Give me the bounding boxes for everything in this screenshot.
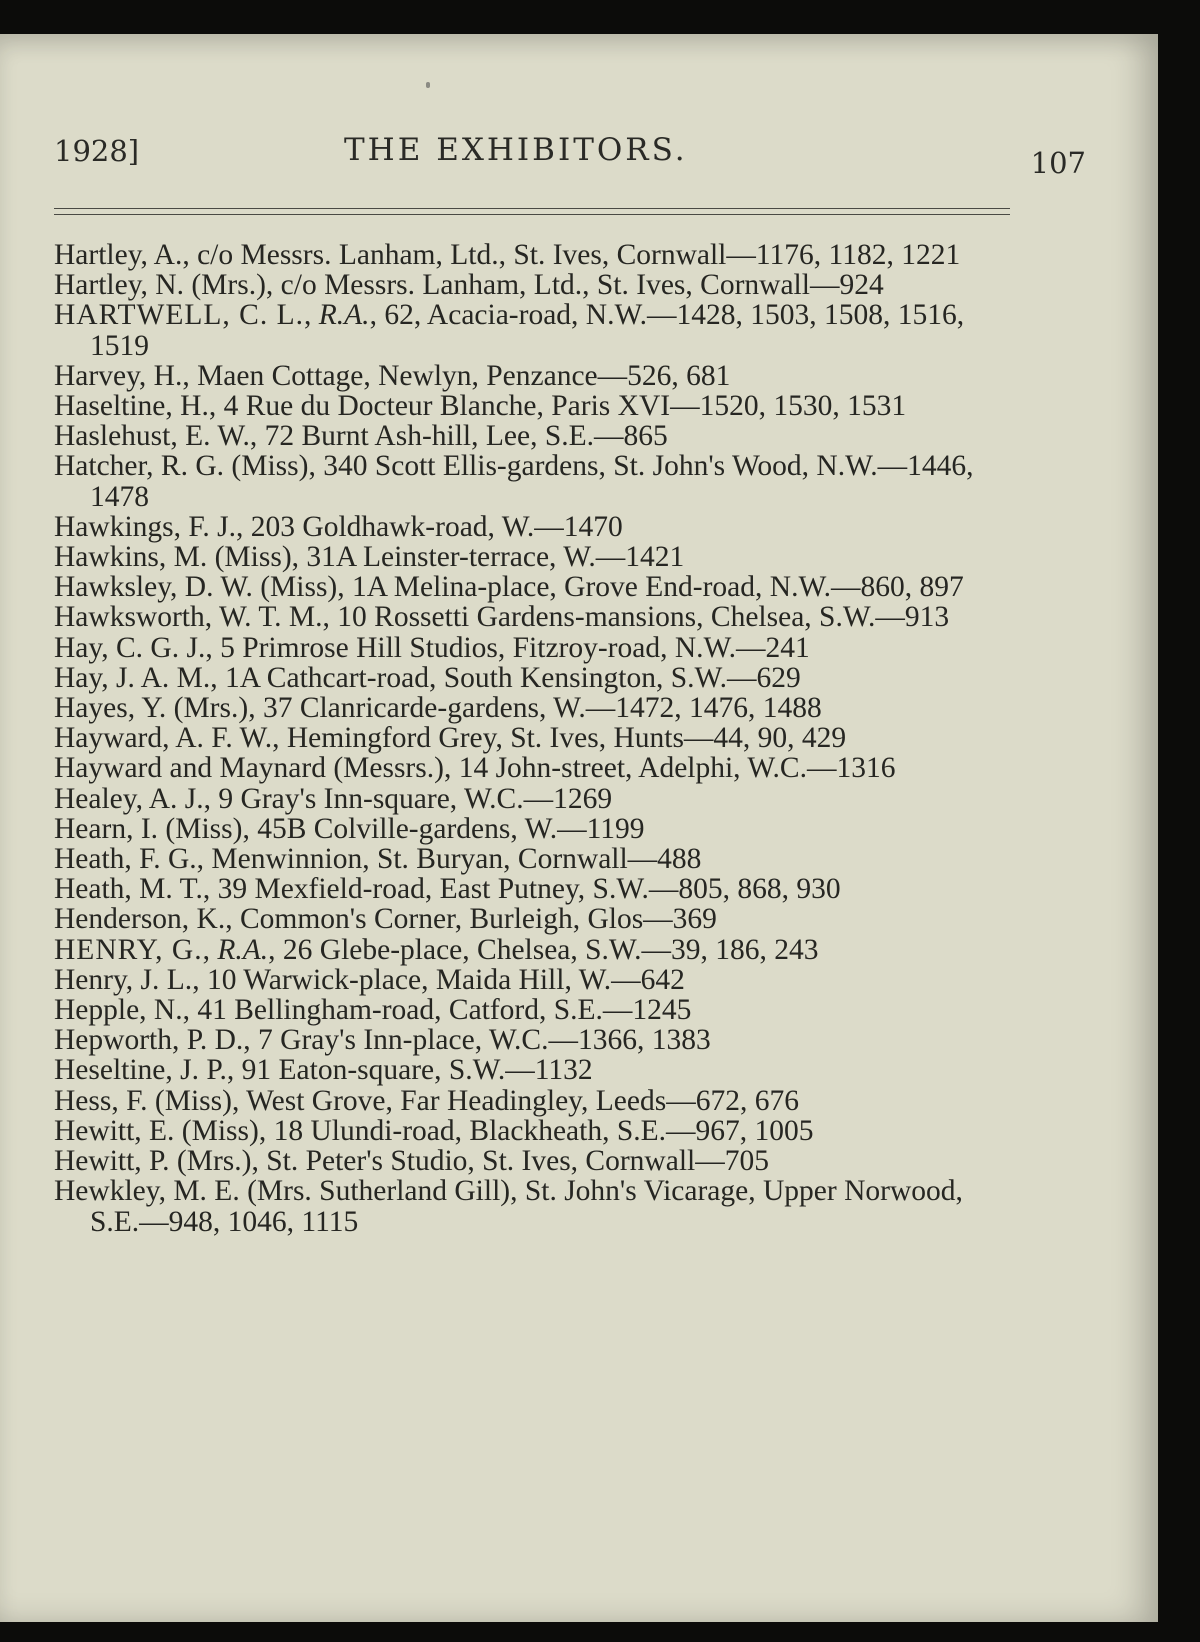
exhibitor-entry	[54, 633, 1014, 663]
exhibitor-address-and-works: , 72 Burnt Ash-hill, Lee, S.E.—865	[249, 420, 668, 453]
exhibitor-entry: HENRY, G., R.A., 26 Glebe-place, Chelsea, S.W.—39, 186, 243	[54, 933, 819, 966]
exhibitor-address-and-works: , 26 Glebe-place, Chelsea, S.W.—39, 186, 243	[268, 933, 819, 966]
exhibitor-address-and-works: , 4 Rue du Docteur Blanche, Paris XVI—1520, 1530, 1531	[208, 390, 907, 423]
exhibitor-entry	[54, 451, 1014, 511]
exhibitor-name: Haseltine, H.	[54, 390, 209, 423]
exhibitor-name: Hawksley, D. W. (Miss)	[54, 571, 338, 604]
book-page	[0, 34, 1158, 1622]
exhibitor-address-and-works: , Common's Corner, Burleigh, Glos—369	[225, 903, 717, 936]
exhibitor-entry	[54, 602, 1014, 632]
exhibitor-name: Henry, J. L.	[54, 963, 193, 996]
exhibitor-address-and-works: , 1A Melina-place, Grove End-road, N.W.—860, 897	[337, 571, 964, 604]
exhibitor-entry	[54, 240, 1014, 270]
exhibitor-name: Hewitt, E. (Miss)	[54, 1114, 259, 1147]
exhibitor-entry	[54, 1176, 1014, 1236]
exhibitor-entry	[54, 361, 1014, 391]
exhibitor-entry	[54, 512, 1014, 542]
exhibitor-entry	[54, 421, 1014, 451]
exhibitor-entry	[54, 663, 1014, 693]
exhibitor-entry	[54, 1055, 1014, 1085]
exhibitor-address-and-works: , St. John's Vicarage, Upper Norwood, S.E.—948, 1046, 1115	[90, 1175, 963, 1238]
exhibitor-entry: HARTWELL, C. L., R.A., 62, Acacia-road, N.W.—1428, 1503, 1508, 1516, 1519	[54, 299, 965, 362]
exhibitor-name: Hewitt, P. (Mrs.)	[54, 1145, 252, 1178]
exhibitor-entry	[54, 723, 1014, 753]
running-header	[54, 124, 1118, 184]
running-year: 1928]	[54, 134, 140, 168]
exhibitor-name: HENRY, G.	[54, 933, 203, 966]
exhibitor-name: Hayes, Y. (Mrs.)	[54, 692, 249, 725]
exhibitor-entry	[54, 904, 1014, 934]
exhibitor-name: Hawksworth, W. T. M.	[54, 601, 323, 634]
exhibitor-entry	[54, 874, 1014, 904]
exhibitor-name: Harvey, H.	[54, 359, 183, 392]
exhibitor-address-and-works: , 39 Mexfield-road, East Putney, S.W.—805, 868, 930	[202, 873, 841, 906]
exhibitor-address-and-works: , 10 Rossetti Gardens-mansions, Chelsea, S.W.—913	[322, 601, 950, 634]
exhibitor-address-and-works: , c/o Messrs. Lanham, Ltd., St. Ives, Cornwall—1176, 1182, 1221	[182, 239, 961, 271]
exhibitor-entry	[54, 542, 1014, 572]
running-title: THE EXHIBITORS.	[344, 132, 688, 168]
exhibitor-name: Hartley, A.	[54, 239, 183, 271]
exhibitor-entry	[54, 693, 1014, 723]
exhibitor-address-and-works: , 37 Clanricarde-gardens, W.—1472, 1476, 1488	[248, 692, 822, 725]
exhibitor-address-and-works: , 41 Bellingham-road, Catford, S.E.—1245	[182, 994, 692, 1027]
exhibitor-name: Hawkings, F. J.	[54, 510, 237, 543]
page-number: 107	[1030, 146, 1086, 180]
exhibitor-entry	[54, 1116, 1014, 1146]
exhibitor-address-and-works: , West Grove, Far Headingley, Leeds—672, 676	[231, 1084, 799, 1117]
exhibitor-name: Hearn, I. (Miss)	[54, 812, 243, 845]
exhibitor-name: Hay, J. A. M.	[54, 661, 211, 694]
exhibitor-entry	[54, 965, 1014, 995]
exhibitor-entry	[54, 1086, 1014, 1116]
exhibitor-name: Hayward and Maynard (Messrs.)	[54, 752, 444, 785]
exhibitor-name: Hayward, A. F. W.	[54, 722, 273, 755]
exhibitor-name: Hepple, N.	[54, 994, 183, 1027]
exhibitor-address-and-works: , Menwinnion, St. Buryan, Cornwall—488	[196, 843, 702, 876]
exhibitor-address-and-works: , 10 Warwick-place, Maida Hill, W.—642	[192, 963, 685, 996]
exhibitor-list	[54, 240, 1014, 1237]
exhibitor-name: Heath, F. G.	[54, 843, 197, 876]
exhibitor-entry	[54, 1146, 1014, 1176]
exhibitor-address-and-works: , St. Peter's Studio, St. Ives, Cornwall—705	[251, 1145, 769, 1178]
exhibitor-address-and-works: , 45B Colville-gardens, W.—1199	[242, 812, 645, 845]
exhibitor-entry	[54, 784, 1014, 814]
exhibitor-name: Hawkins, M. (Miss)	[54, 541, 292, 574]
exhibitor-name: Healey, A. J.	[54, 782, 204, 815]
exhibitor-name: Hartley, N. (Mrs.)	[54, 269, 266, 302]
exhibitor-entry	[54, 391, 1014, 421]
exhibitor-address-and-works: , 62, Acacia-road, N.W.—1428, 1503, 1508, 1516, 1519	[90, 299, 965, 362]
exhibitor-address-and-works: , c/o Messrs. Lanham, Ltd., St. Ives, Cornwall—924	[265, 269, 884, 302]
exhibitor-entry	[54, 844, 1014, 874]
header-rule-top	[54, 208, 1010, 209]
exhibitor-name: Henderson, K.	[54, 903, 226, 936]
exhibitor-name: Heath, M. T.	[54, 873, 203, 906]
exhibitor-name: HARTWELL, C. L.	[54, 299, 305, 332]
exhibitor-name: Haslehust, E. W.	[54, 420, 250, 453]
exhibitor-address-and-works: , 18 Ulundi-road, Blackheath, S.E.—967, 1005	[258, 1114, 814, 1147]
exhibitor-address-and-works: , 1A Cathcart-road, South Kensington, S.W.—629	[210, 661, 801, 694]
header-rule-bottom	[54, 214, 1010, 215]
dust-speck	[426, 82, 430, 88]
exhibitor-address-and-works: , 31A Leinster-terrace, W.—1421	[291, 541, 685, 574]
exhibitor-entry	[54, 995, 1014, 1025]
exhibitor-address-and-works: , 340 Scott Ellis-gardens, St. John's Wood, N.W.—1446, 1478	[90, 450, 974, 513]
exhibitor-address-and-works: , Hemingford Grey, St. Ives, Hunts—44, 90, 429	[272, 722, 847, 755]
exhibitor-entry	[54, 753, 1014, 783]
exhibitor-address-and-works: , 9 Gray's Inn-square, W.C.—1269	[203, 782, 613, 815]
exhibitor-address-and-works: , 91 Eaton-square, S.W.—1132	[226, 1054, 593, 1087]
exhibitor-name: Hay, C. G. J.	[54, 631, 206, 664]
exhibitor-address-and-works: , 5 Primrose Hill Studios, Fitzroy-road, N.W.—241	[205, 631, 810, 664]
exhibitor-entry	[54, 814, 1014, 844]
exhibitor-address-and-works: , 7 Gray's Inn-place, W.C.—1366, 1383	[243, 1024, 711, 1057]
exhibitor-title: R.A.	[217, 933, 269, 966]
exhibitor-entry	[54, 1025, 1014, 1055]
exhibitor-address-and-works: , Maen Cottage, Newlyn, Penzance—526, 681	[182, 359, 731, 392]
exhibitor-address-and-works: , 203 Goldhawk-road, W.—1470	[236, 510, 623, 543]
exhibitor-name: Hatcher, R. G. (Miss)	[54, 450, 309, 483]
exhibitor-address-and-works: , 14 John-street, Adelphi, W.C.—1316	[443, 752, 896, 785]
exhibitor-entry	[54, 270, 1014, 300]
exhibitor-name: Hewkley, M. E. (Mrs. Sutherland Gill)	[54, 1175, 511, 1208]
exhibitor-entry	[54, 572, 1014, 602]
exhibitor-name: Hess, F. (Miss)	[54, 1084, 232, 1117]
exhibitor-name: Heseltine, J. P.	[54, 1054, 227, 1087]
exhibitor-name: Hepworth, P. D.	[54, 1024, 244, 1057]
exhibitor-title: R.A.	[318, 299, 370, 332]
